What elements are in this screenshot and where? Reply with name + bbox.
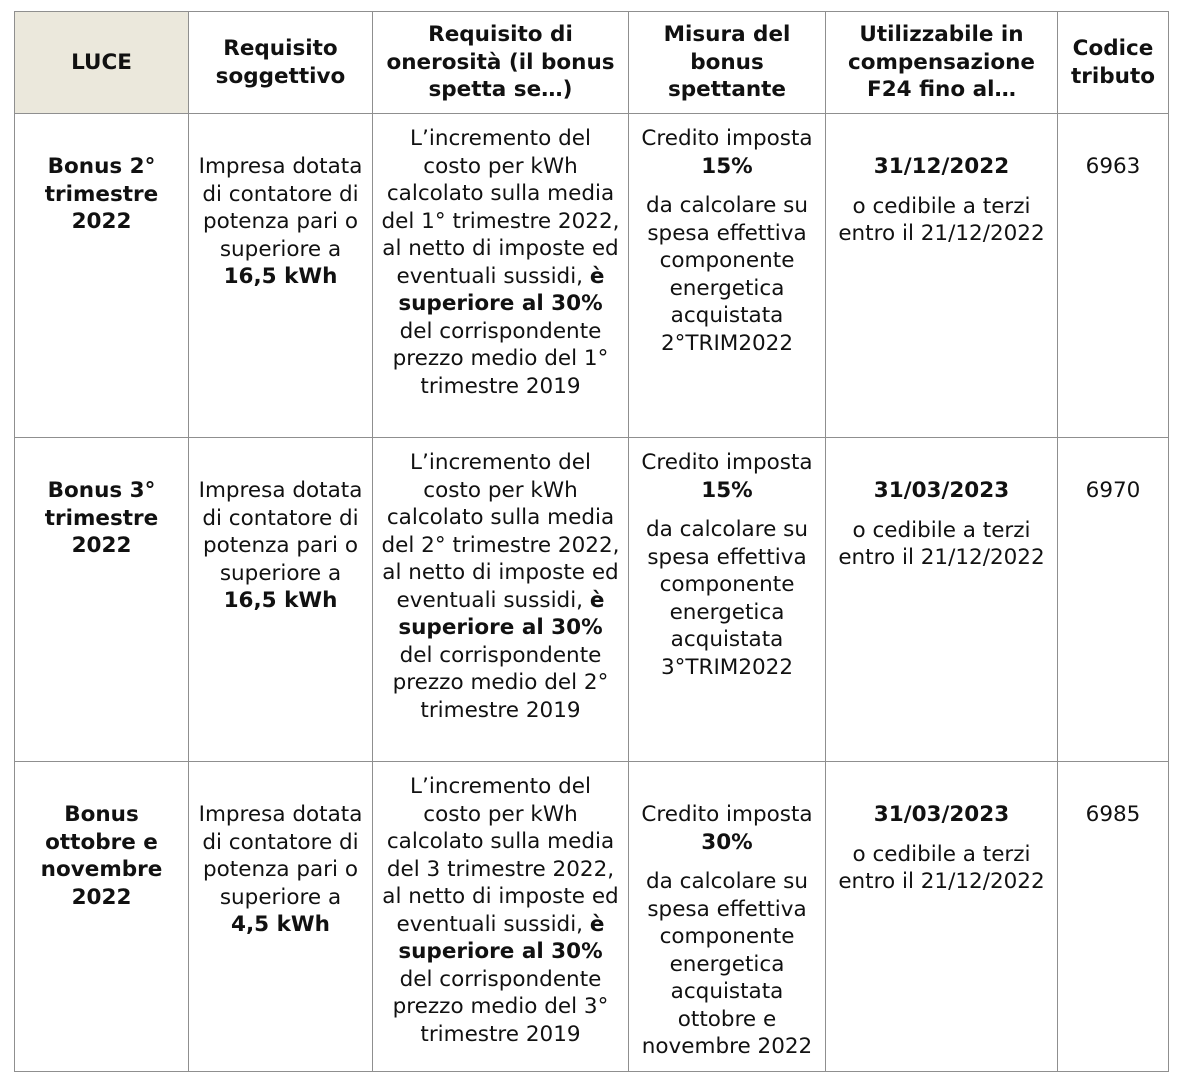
requisito-onerosita-cell — [373, 762, 629, 1072]
onerosita-text-post: del corrispondente prezzo medio del 2° trimestre 2019 — [392, 642, 609, 723]
luce-bonus-table — [14, 11, 1169, 1072]
header-requisito-soggettivo: Requisito soggettivo — [189, 12, 373, 114]
misura-bonus-cell — [629, 114, 826, 438]
utilizzabile-cell — [826, 438, 1058, 762]
onerosita-threshold: è superiore al 30% — [398, 263, 605, 316]
onerosita-threshold: è superiore al 30% — [398, 911, 605, 964]
potenza-value: 16,5 kWh — [223, 264, 338, 289]
table-row — [15, 762, 1169, 1072]
utilizzabile-cell — [826, 762, 1058, 1072]
header-misura-bonus: Misura del bonus spettante — [629, 12, 826, 114]
header-luce: LUCE — [15, 12, 189, 114]
requisito-soggettivo-cell — [189, 114, 373, 438]
credito-percentage: 15% — [701, 477, 753, 503]
onerosita-text-pre: L’incremento del costo per kWh calcolato sulla media del 2° trimestre 2022, al netto di imposte ed eventuali sussidi, — [381, 450, 620, 613]
cessione-note: o cedibile a terzi entro il 21/12/2022 — [838, 517, 1045, 570]
table-row — [15, 114, 1169, 438]
header-codice-tributo: Codice tributo — [1058, 12, 1169, 114]
onerosita-threshold: è superiore al 30% — [398, 587, 605, 640]
cessione-note: o cedibile a terzi entro il 21/12/2022 — [838, 841, 1045, 894]
header-requisito-onerosita: Requisito di onerosità (il bonus spetta se…) — [373, 12, 629, 114]
deadline-date: 31/03/2023 — [873, 478, 1010, 503]
header-utilizzabile-f24: Utilizzabile in compensazione F24 fino al… — [826, 12, 1058, 114]
codice-tributo: 6985 — [1058, 762, 1169, 1072]
requisito-soggettivo-text: Impresa dotata di contatore di potenza pari o superiore a — [198, 478, 363, 586]
bonus-name: Bonus ottobre e novembre 2022 — [15, 762, 189, 1072]
potenza-value: 16,5 kWh — [223, 588, 338, 613]
onerosita-text-post: del corrispondente prezzo medio del 1° trimestre 2019 — [392, 318, 609, 399]
cessione-note: o cedibile a terzi entro il 21/12/2022 — [838, 193, 1045, 246]
bonus-name: Bonus 2° trimestre 2022 — [15, 114, 189, 438]
requisito-onerosita-cell — [373, 438, 629, 762]
requisito-onerosita-cell — [373, 114, 629, 438]
misura-description: da calcolare su spesa effettiva componente energetica acquistata ottobre e novembre 2022 — [641, 869, 813, 1059]
credito-label: Credito imposta — [641, 802, 813, 827]
onerosita-text-pre: L’incremento del costo per kWh calcolato sulla media del 1° trimestre 2022, al netto di imposte ed eventuali sussidi, — [381, 126, 620, 289]
potenza-value: 4,5 kWh — [231, 912, 330, 937]
credito-label: Credito imposta — [641, 126, 813, 151]
header-row — [15, 12, 1169, 114]
credito-percentage: 30% — [701, 829, 753, 855]
requisito-soggettivo-cell — [189, 438, 373, 762]
utilizzabile-cell — [826, 114, 1058, 438]
codice-tributo: 6970 — [1058, 438, 1169, 762]
deadline-date: 31/03/2023 — [873, 802, 1010, 827]
deadline-date: 31/12/2022 — [873, 154, 1010, 179]
table-row — [15, 438, 1169, 762]
requisito-soggettivo-text: Impresa dotata di contatore di potenza pari o superiore a — [198, 154, 363, 262]
requisito-soggettivo-cell — [189, 762, 373, 1072]
onerosita-text-post: del corrispondente prezzo medio del 3° trimestre 2019 — [392, 966, 609, 1047]
misura-bonus-cell — [629, 438, 826, 762]
misura-bonus-cell — [629, 762, 826, 1072]
requisito-soggettivo-text: Impresa dotata di contatore di potenza pari o superiore a — [198, 802, 363, 910]
misura-description: da calcolare su spesa effettiva componente energetica acquistata 2°TRIM2022 — [645, 193, 808, 356]
codice-tributo: 6963 — [1058, 114, 1169, 438]
credito-label: Credito imposta — [641, 450, 813, 475]
onerosita-text-pre: L’incremento del costo per kWh calcolato sulla media del 3 trimestre 2022, al netto di imposte ed eventuali sussidi, — [382, 774, 619, 937]
misura-description: da calcolare su spesa effettiva componente energetica acquistata 3°TRIM2022 — [645, 517, 808, 680]
bonus-name: Bonus 3° trimestre 2022 — [15, 438, 189, 762]
credito-percentage: 15% — [701, 153, 753, 179]
